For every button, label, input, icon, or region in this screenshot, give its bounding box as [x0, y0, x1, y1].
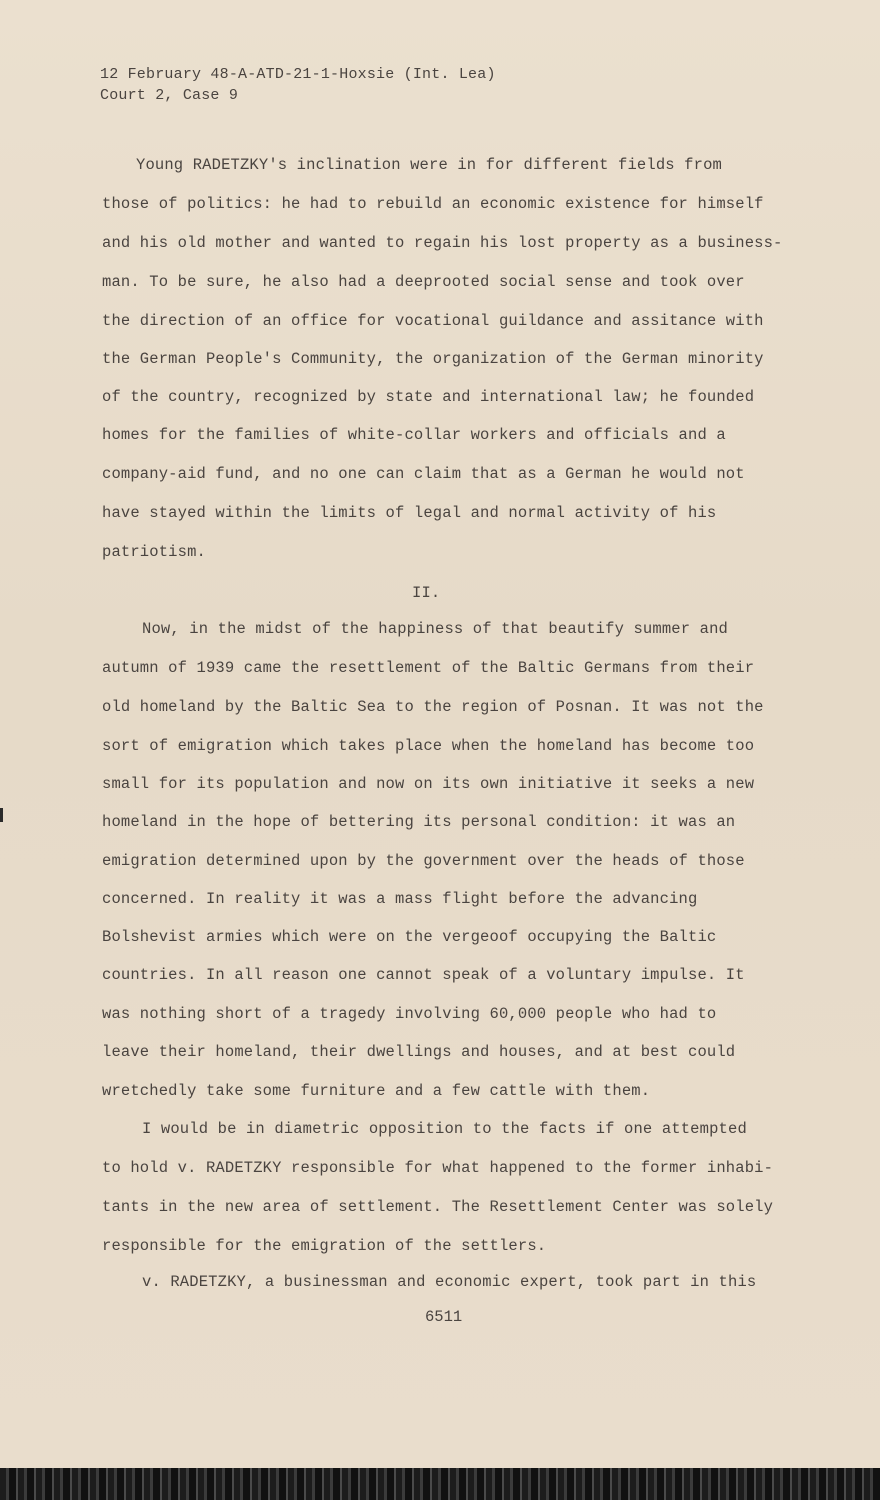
text-line: v. RADETZKY, a businessman and economic expert, took part in this	[142, 1273, 757, 1291]
text-line: wretchedly take some furniture and a few cattle with them.	[102, 1082, 651, 1100]
text-line: have stayed within the limits of legal and normal activity of his	[102, 504, 717, 522]
document-header	[100, 64, 496, 106]
text-line: concerned. In reality it was a mass flight before the advancing	[102, 890, 698, 908]
text-line: those of politics: he had to rebuild an economic existence for himself	[102, 195, 764, 213]
text-line: man. To be sure, he also had a deeprooted social sense and took over	[102, 273, 745, 291]
text-line: the German People's Community, the organization of the German minority	[102, 350, 764, 368]
section-number: II.	[412, 584, 441, 602]
text-line: I would be in diametric opposition to the facts if one attempted	[142, 1120, 747, 1138]
text-line: Now, in the midst of the happiness of that beautify summer and	[142, 620, 728, 638]
text-line: leave their homeland, their dwellings and houses, and at best could	[102, 1043, 736, 1061]
text-line: patriotism.	[102, 543, 206, 561]
text-line: company-aid fund, and no one can claim that as a German he would not	[102, 465, 745, 483]
text-line: old homeland by the Baltic Sea to the region of Posnan. It was not the	[102, 698, 764, 716]
text-line: to hold v. RADETZKY responsible for what happened to the former inhabi-	[102, 1159, 774, 1177]
text-line: sort of emigration which takes place when the homeland has become too	[102, 737, 755, 755]
text-line: emigration determined upon by the government over the heads of those	[102, 852, 745, 870]
text-line: homeland in the hope of bettering its personal condition: it was an	[102, 813, 736, 831]
text-line: responsible for the emigration of the settlers.	[102, 1237, 547, 1255]
text-line: Young RADETZKY's inclination were in for different fields from	[136, 156, 722, 174]
header-line-1: 12 February 48-A-ATD-21-1-Hoxsie (Int. Lea)	[100, 66, 496, 83]
text-line: Bolshevist armies which were on the vergeoof occupying the Baltic	[102, 928, 717, 946]
page-number: 6511	[425, 1308, 463, 1326]
text-line: was nothing short of a tragedy involving 60,000 people who had to	[102, 1005, 717, 1023]
text-line: the direction of an office for vocational guildance and assitance with	[102, 312, 764, 330]
margin-mark	[0, 808, 3, 822]
scan-edge-strip	[0, 1468, 880, 1500]
text-line: homes for the families of white-collar workers and officials and a	[102, 426, 726, 444]
text-line: countries. In all reason one cannot speak of a voluntary impulse. It	[102, 966, 745, 984]
header-line-2: Court 2, Case 9	[100, 87, 239, 104]
text-line: small for its population and now on its own initiative it seeks a new	[102, 775, 755, 793]
text-line: tants in the new area of settlement. The Resettlement Center was solely	[102, 1198, 774, 1216]
text-line: of the country, recognized by state and international law; he founded	[102, 388, 755, 406]
text-line: autumn of 1939 came the resettlement of the Baltic Germans from their	[102, 659, 755, 677]
text-line: and his old mother and wanted to regain his lost property as a business-	[102, 234, 783, 252]
